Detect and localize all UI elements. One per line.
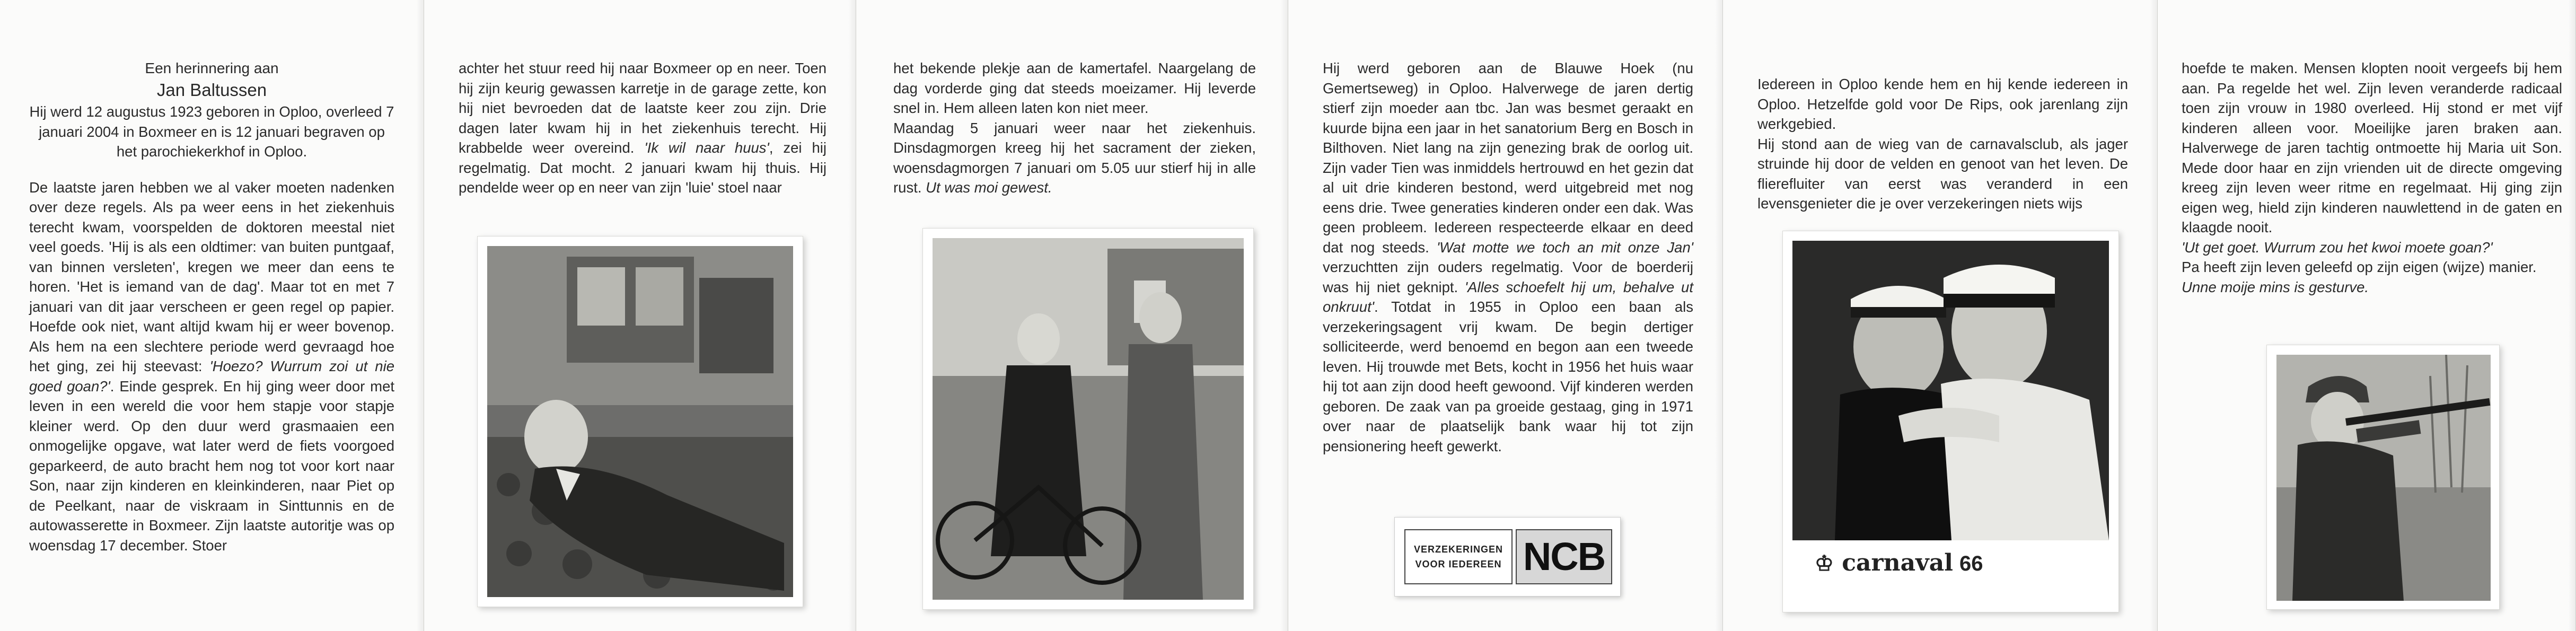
panel-3-text [893, 58, 1256, 198]
panel-6-text [2182, 58, 2562, 297]
panel-1-text [29, 58, 394, 555]
photo-carnaval-couple [1782, 231, 2119, 612]
panel-5 [1723, 0, 2158, 631]
panel-2 [424, 0, 856, 631]
body-text: De laatste jaren hebben we al vaker moeten nadenken over deze regels. Als pa weer eens in het ziekenhuis terecht kwam, voorspelden de doktoren meestal niet veel goeds. 'Hij is als een oldtimer: van buiten puntgaaf, van binnen versleten', kregen we meer dan eens te horen. 'Het is iemand van de dag'. Maar tot en met 7 januari van dit jaar verscheen er geen regel op papier. Hoefde ook niet, want altijd kwam hij er weer bovenop. Als hem na een slechtere periode werd gevraagd hoe het ging, zei hij steevast: [29, 179, 394, 374]
body-quote: 'Wat motte we toch an mit onze Jan' [1436, 239, 1693, 256]
body-text: hoefde te maken. Mensen klopten nooit vergeefs bij hem aan. Pa regelde het wel. Zijn leven veranderde radicaal toen zijn vrouw in 1980 overleed. Hij stond er met vijf kinderen alleen voor. Moeilijke jaren braken aan. Halverwege de jaren tachtig ontmoette hij Maria uit Son. Mede door haar en zijn vrienden uit de directe omgeving kreeg zijn leven weer ritme en regelmaat. Hij ging zijn eigen weg, hield zijn kinderen nauwlettend in de gaten en klaagde nooit. [2182, 60, 2562, 235]
body-text: Pa heeft zijn leven geleefd op zijn eigen (wijze) manier. [2182, 259, 2537, 275]
body-quote: Ut was moi gewest. [926, 179, 1052, 196]
body-text: het bekende plekje aan de kamertafel. Naargelang de dag vorderde ging dat steeds moeizamer. Hij leverde snel in. Hem alleen laten kon niet meer. [893, 60, 1256, 116]
ncb-logo-text: NCB [1516, 529, 1612, 584]
body-quote: 'Ut get goet. Wurrum zou het kwoi moete goan?' [2182, 239, 2493, 256]
carnaval-word: carnaval [1842, 549, 1953, 576]
photo-hunter [2266, 345, 2500, 610]
ncb-logo-card [1394, 517, 1621, 597]
body-quote: 'Ik wil naar huus' [644, 139, 769, 156]
body-quote: Unne moije mins is gesturve. [2182, 278, 2369, 295]
body-quote: 'Alles schoefelt hij um, behalve ut onkruut' [1323, 278, 1693, 315]
memorial-subtitle: Een herinnering aan [145, 60, 279, 76]
panel-2-text [459, 58, 827, 198]
carnaval-66-logo [1815, 549, 1983, 576]
carnaval-year: 66 [1959, 552, 1983, 575]
body-text: . Einde gesprek. En hij ging weer door met leven in een wereld die voor hem stapje voor stapje kleiner werd. Op den duur werd grasmaaien een onmogelijke opgave, wat later werd de fiets voorgoed geparkeerd, de auto bracht hem nog tot voor kort naar Son, naar zijn kinderen en kleinkinderen, naar Piet op de Peelkant, naar de viskraam in Sinttunnis en de autowasserette in Boxmeer. Zijn laatste autoritje was op woensdag 17 december. Stoer [29, 378, 394, 554]
body-text: Hij werd geboren aan de Blauwe Hoek (nu Gemertseweg) in Oploo. Halverwege de jaren dertig stierf zijn moeder aan tbc. Jan was besmet geraakt en kuurde bijna een jaar in het sanatorium Berg en Bosch in Bilthoven. Niet lang na zijn genezing brak de oorlog uit. Zijn vader Tien was inmiddels hertrouwd en het gezin dat al uit drie kinderen bestond, werd uitgebreid met nog eens drie. Twee generaties kinderen onder een dak. Was geen probleem. Iedereen respecteerde elkaar en deed dat nog steeds. [1323, 60, 1693, 256]
hunter-image [2276, 355, 2491, 601]
panel-4 [1288, 0, 1723, 631]
photo-couple-bicycles [922, 228, 1254, 610]
body-quote: 'Hoezo? Wurrum zoi ut nie goed goan?' [29, 358, 394, 395]
couple-bicycles-image [933, 238, 1244, 600]
body-text: . Totdat in 1955 in Oploo een baan als verzekeringsagent vrij kwam. De begin dertiger solliciteerde, werd benoemd en begon aan een tweede leven. Hij trouwde met Bets, kocht in 1956 het huis waar hij tot aan zijn dood heeft gewoond. Vijf kinderen werden geboren. De zaak van pa groeide gestaag, ging in 1971 over naar de plaatselijk bank waar hij tot zijn pensionering heeft gewerkt. [1323, 299, 1693, 454]
body-text: , zei hij regelmatig. Dat mocht. 2 januari kwam hij thuis. Hij pendelde weer op en neer van zijn 'luie' stoel naar [459, 139, 827, 196]
memorial-body [29, 178, 394, 556]
panel-3 [856, 0, 1288, 631]
ncb-tagline-line-2: VOOR IEDEREEN [1415, 559, 1502, 569]
body-text: verzuchtten zijn ouders regelmatig. Voor de boerderij was hij niet geknipt. [1323, 259, 1693, 295]
man-reclining-image [487, 246, 793, 597]
panel-1 [0, 0, 424, 631]
memorial-name: Jan Baltussen [156, 80, 267, 100]
carnaval-jester-icon: ♔ [1815, 551, 1834, 576]
panel-5-text [1757, 74, 2128, 214]
panel-6 [2158, 0, 2576, 631]
body-text: Iedereen in Oploo kende hem en hij kende iedereen in Oploo. Hetzelfde gold voor De Rips, ook jarenlang zijn werkgebied. [1757, 76, 2128, 132]
photo-man-reclining [477, 236, 803, 607]
body-text: Maandag 5 januari weer naar het ziekenhuis. Dinsdagmorgen kreeg hij het sacrament der zieken, woensdagmorgen 7 januari om 5.05 uur stierf hij in alle rust. [893, 119, 1256, 196]
ncb-tagline-line-1: VERZEKERINGEN [1413, 544, 1504, 555]
memorial-intro: Hij werd 12 augustus 1923 geboren in Oploo, overleed 7 januari 2004 in Boxmeer en is 12 januari begraven op het parochiekerkhof in Oploo. [29, 103, 394, 160]
carnaval-couple-image [1792, 241, 2109, 540]
body-text: achter het stuur reed hij naar Boxmeer op en neer. Toen hij zijn keurig gewassen karretje in de garage zette, kon hij niet bevroeden dat de laatste keer zou zijn. Drie dagen later kwam hij in het ziekenhuis terecht. Hij krabbelde weer overeind. [459, 60, 827, 156]
ncb-tagline [1404, 529, 1513, 584]
panel-4-text [1323, 58, 1693, 456]
body-text: Hij stond aan de wieg van de carnavalsclub, als jager struinde hij door de velden en genoot van het leven. De flierefluiter van eerst was veranderd in een levensgenieter die je over verzekeringen niets wijs [1757, 135, 2128, 212]
